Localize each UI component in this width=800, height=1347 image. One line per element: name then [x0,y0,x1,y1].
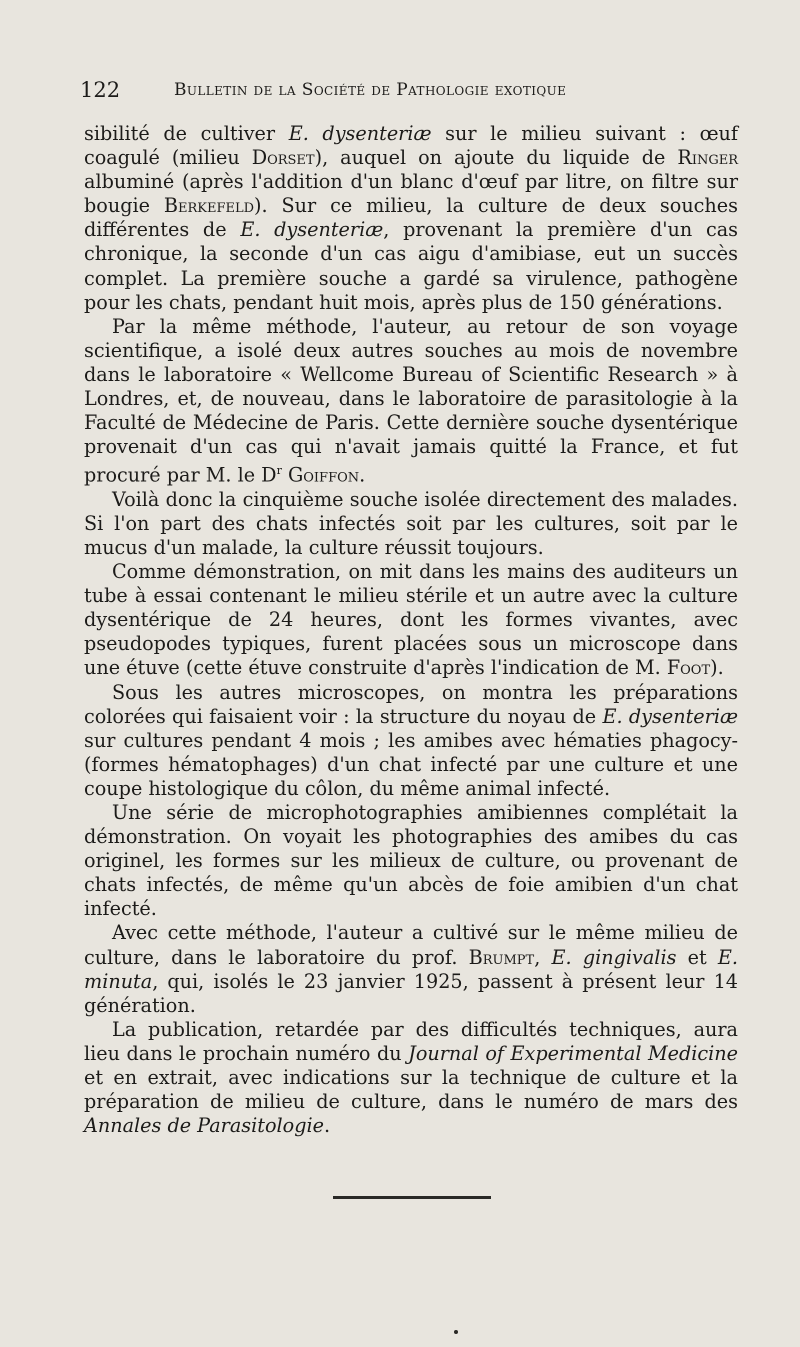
running-title: Bulletin de la Société de Pathologie exotique [174,80,567,100]
paragraph-6 [84,801,738,921]
author-name: Brumpt [468,945,535,969]
text-run: ). [710,656,724,680]
paragraph-5 [84,681,738,801]
author-name: Goiffon [287,463,360,487]
text-run: , qui, isolés le 23 janvier 1925, passent à présent leur 14 génération. [84,969,738,1017]
paragraph-1 [84,122,738,315]
text-run: Sous les autres microscopes, on montra les préparations colorées qui faisaient voir : la structure du noyau de [84,680,738,728]
text-run: albuminé (après l'addition d'un blanc d'œuf par litre, on filtre sur bougie [84,170,738,218]
text-run: ), auquel on ajoute du liquide de [314,146,678,170]
paragraph-4 [84,560,738,680]
paragraph-8 [84,1018,738,1138]
species-name: E. gingivalis [551,945,677,969]
page-header [80,78,740,108]
text-run: Comme démonstration, on mit dans les mains des auditeurs un tube à essai contenant le milieu stérile et un autre avec la culture dysentérique de 24 heures, dont les formes vivantes, avec pseudopodes typiques, furent placées sous un microscope dans une étuve (cette étuve construite d'après l'indication de M. [84,560,738,680]
text-run: Avec cette méthode, l'auteur a cultivé sur le même milieu de culture, dans le laboratoire du prof. [84,921,738,969]
paragraph-3 [84,488,738,560]
author-name: Dorset [251,146,315,170]
superscript: r [276,464,282,478]
page-number: 122 [80,78,121,102]
text-run: , provenant la première d'un cas chronique, la seconde d'un cas aigu d'amibiase, eut un succès complet. La première souche a gardé sa virulence, pathogène pour les chats, pendant huit mois, après plus de 150 générations. [84,218,738,314]
species-name: E. dysenteriæ [240,218,384,242]
text-run: Une série de microphotographies amibiennes complétait la démonstration. On voyait les photographies des amibes du cas originel, les formes sur les milieux de culture, ou provenant de chats infectés, de même qu'un abcès de foie amibien d'un chat infecté. [84,801,738,921]
paragraph-7 [84,921,738,1017]
text-run: Voilà donc la cinquième souche isolée directement des malades. Si l'on part des chats infectés soit par les cultures, soit par le mucus d'un malade, la culture réussit toujours. [84,487,738,559]
author-name: Ringer [677,146,738,170]
paragraph-2 [84,315,738,488]
text-run: . [324,1114,331,1138]
text-run: et [676,945,718,969]
text-run: La publication, retardée par des difficultés techniques, aura lieu dans le prochain numéro du [84,1017,738,1065]
author-name: Berkefeld [163,194,255,218]
author-name: Foot [666,656,711,680]
journal-name: Journal of Experimental Medicine [408,1041,738,1065]
text-run: . [359,463,366,487]
text-run: Par la même méthode, l'auteur, au retour de son voyage scientifique, a isolé deux autres souches au mois de novembre dans le laboratoire « Wellcome Bureau of Scientific Research » à Londres, et, de nouveau, dans le laboratoire de parasitologie à la Faculté de Médecine de Paris. Cette dernière souche dysentérique provenait d'un cas qui n'avait jamais quitté la France, et fut procuré par M. le D [84,314,738,487]
text-run: ). Sur ce milieu, la culture de deux souches différentes de [84,194,738,242]
species-name: E. minuta [84,945,739,993]
journal-name: Annales de Parasitologie [84,1114,324,1138]
species-name: E. dysenteriæ [288,122,432,145]
text-run: , [534,945,552,969]
text-run: sur cultures pendant 4 mois ; les amibes avec hématies phagocy- (formes hématophages) d'un chat infecté par une culture et une coupe histologique du côlon, du même animal infecté. [84,728,738,800]
species-name: E. dysenteriæ [602,704,738,728]
text-run: sibilité de cultiver [84,122,289,145]
text-run: et en extrait, avec indications sur la technique de culture et la préparation de milieu de culture, dans le numéro de mars des [84,1066,738,1114]
print-mark [454,1330,458,1334]
section-divider [333,1196,491,1199]
body-text [84,122,738,1138]
text-run: sur le milieu suivant : œuf coagulé (milieu [84,122,739,170]
